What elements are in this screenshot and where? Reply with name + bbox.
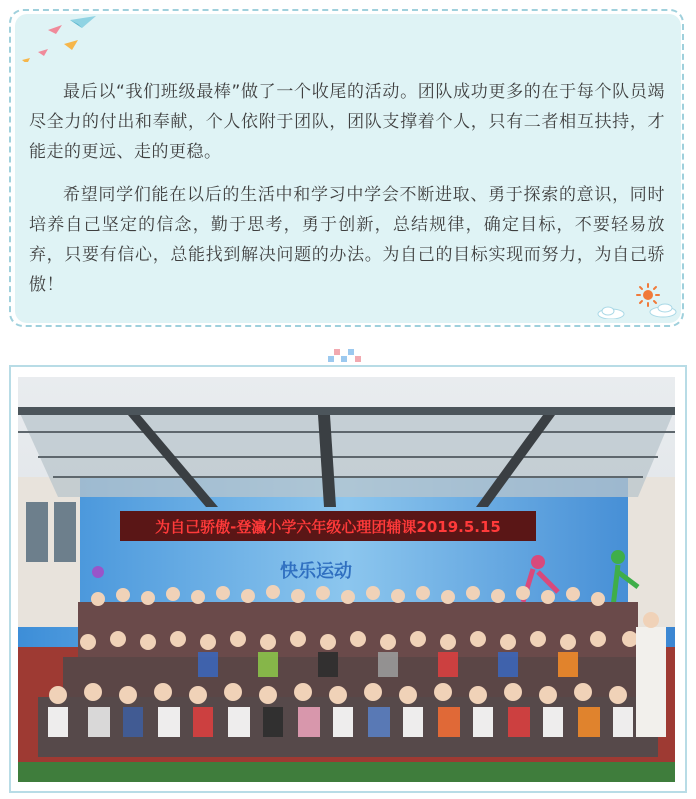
- article-paragraph-2: 希望同学们能在以后的生活中和学习中学会不断进取、勇于探索的意识，同时培养自己坚定的信念，勤于思考，勇于创新，总结规律，确定目标，不要轻易放弃，只要有信心，总能找到解决问题的办法。为自己的目标实现而努力，为自己骄傲！: [29, 185, 665, 295]
- cloud-icon: [648, 302, 678, 318]
- cloud-icon: [596, 305, 626, 319]
- banner-text: 为自己骄傲-登瀛小学六年级心理团辅课2019.5.15: [155, 518, 501, 536]
- class-group-photo: [18, 377, 675, 782]
- dots-divider-icon: [328, 349, 364, 365]
- mural-text: 快乐运动: [280, 561, 352, 582]
- paper-plane-icon: [18, 14, 98, 62]
- article-paragraph-1: 最后以“我们班级最棒”做了一个收尾的活动。团队成功更多的在于每个队员竭尽全力的付出和奉献，个人依附于团队，团队支撑着个人，只有二者相互扶持，才能走的更远、走的更稳。: [29, 82, 665, 162]
